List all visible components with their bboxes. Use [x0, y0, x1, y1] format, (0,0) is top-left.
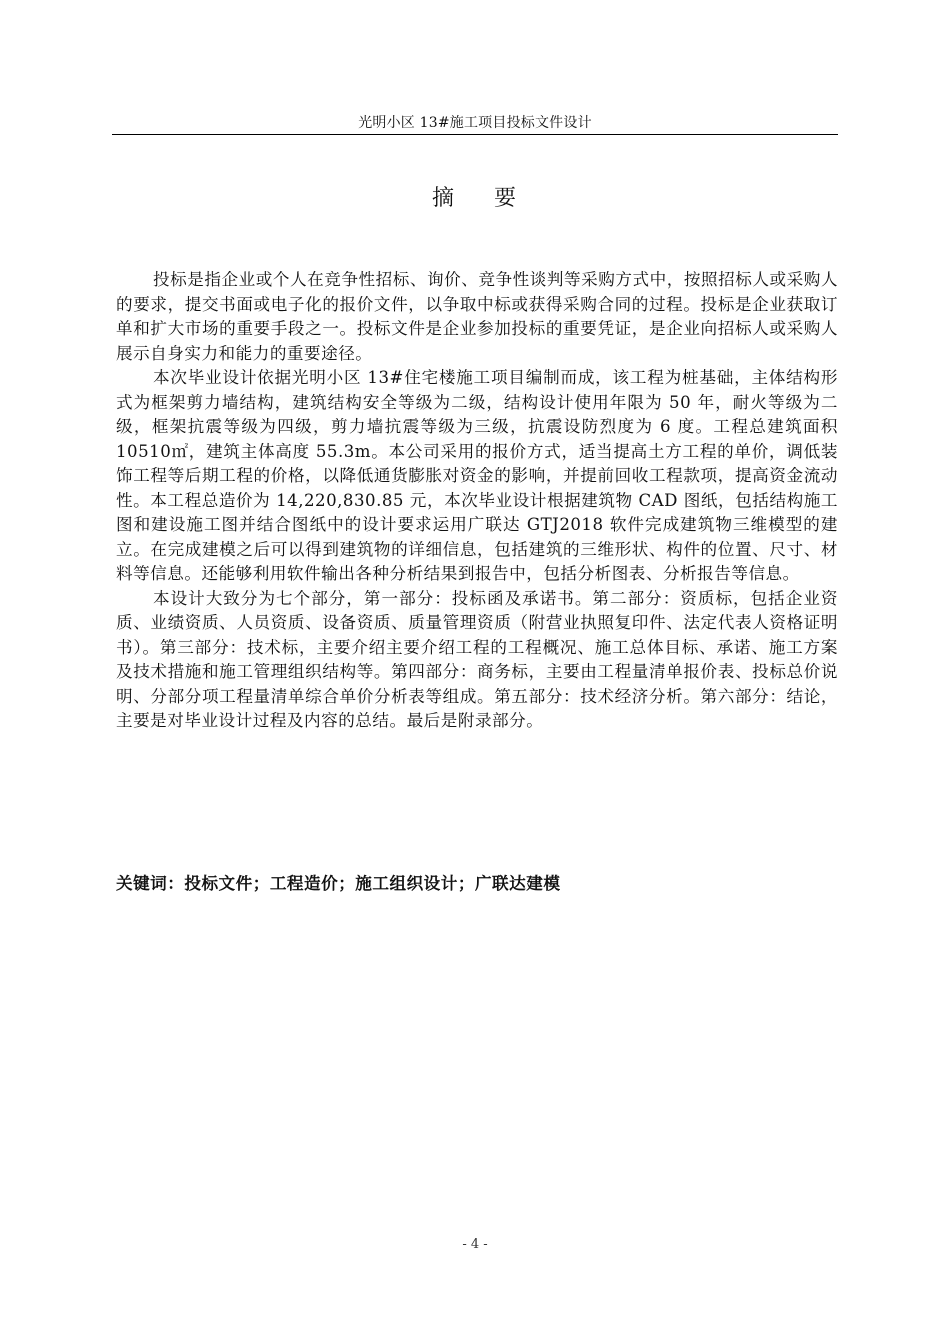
header-rule: [112, 134, 838, 135]
keywords-line: 关键词：投标文件；工程造价；施工组织设计；广联达建模: [116, 874, 561, 893]
abstract-body: [116, 268, 838, 734]
page-title-char-2: 要: [494, 186, 519, 211]
page-number: - 4 -: [462, 1237, 488, 1252]
running-header: 光明小区 13#施工项目投标文件设计: [358, 115, 592, 131]
page-title-char-1: 摘: [431, 186, 456, 211]
abstract-paragraph: 本次毕业设计依据光明小区 13#住宅楼施工项目编制而成，该工程为桩基础，主体结构形式为框架剪力墙结构，建筑结构安全等级为二级，结构设计使用年限为 50 年，耐火等级为二级，框架抗震等级为四级，剪力墙抗震等级为三级，抗震设防烈度为 6 度。工程总建筑面积 10510㎡，建筑主体高度 55.3m。本公司采用的报价方式，适当提高土方工程的单价，调低装饰工程等后期工程的价格，以降低通货膨胀对资金的影响，并提前回收工程款项，提高资金流动性。本工程总造价为 14,220,830.85 元，本次毕业设计根据建筑物 CAD 图纸，包括结构施工图和建设施工图并结合图纸中的设计要求运用广联达 GTJ2018 软件完成建筑物三维模型的建立。在完成建模之后可以得到建筑物的详细信息，包括建筑的三维形状、构件的位置、尺寸、材料等信息。还能够利用软件输出各种分析结果到报告中，包括分析图表、分析报告等信息。: [116, 368, 838, 583]
abstract-paragraph: 投标是指企业或个人在竞争性招标、询价、竞争性谈判等采购方式中，按照招标人或采购人的要求，提交书面或电子化的报价文件，以争取中标或获得采购合同的过程。投标是企业获取订单和扩大市场的重要手段之一。投标文件是企业参加投标的重要凭证，是企业向招标人或采购人展示自身实力和能力的重要途径。: [116, 270, 838, 363]
abstract-paragraph: 本设计大致分为七个部分，第一部分：投标函及承诺书。第二部分：资质标，包括企业资质、业绩资质、人员资质、设备资质、质量管理资质（附营业执照复印件、法定代表人资格证明书）。第三部分：技术标，主要介绍主要介绍工程的工程概况、施工总体目标、承诺、施工方案及技术措施和施工管理组织结构等。第四部分：商务标，主要由工程量清单报价表、投标总价说明、分部分项工程量清单综合单价分析表等组成。第五部分：技术经济分析。第六部分：结论，主要是对毕业设计过程及内容的总结。最后是附录部分。: [116, 588, 838, 730]
page-title: [112, 184, 838, 214]
